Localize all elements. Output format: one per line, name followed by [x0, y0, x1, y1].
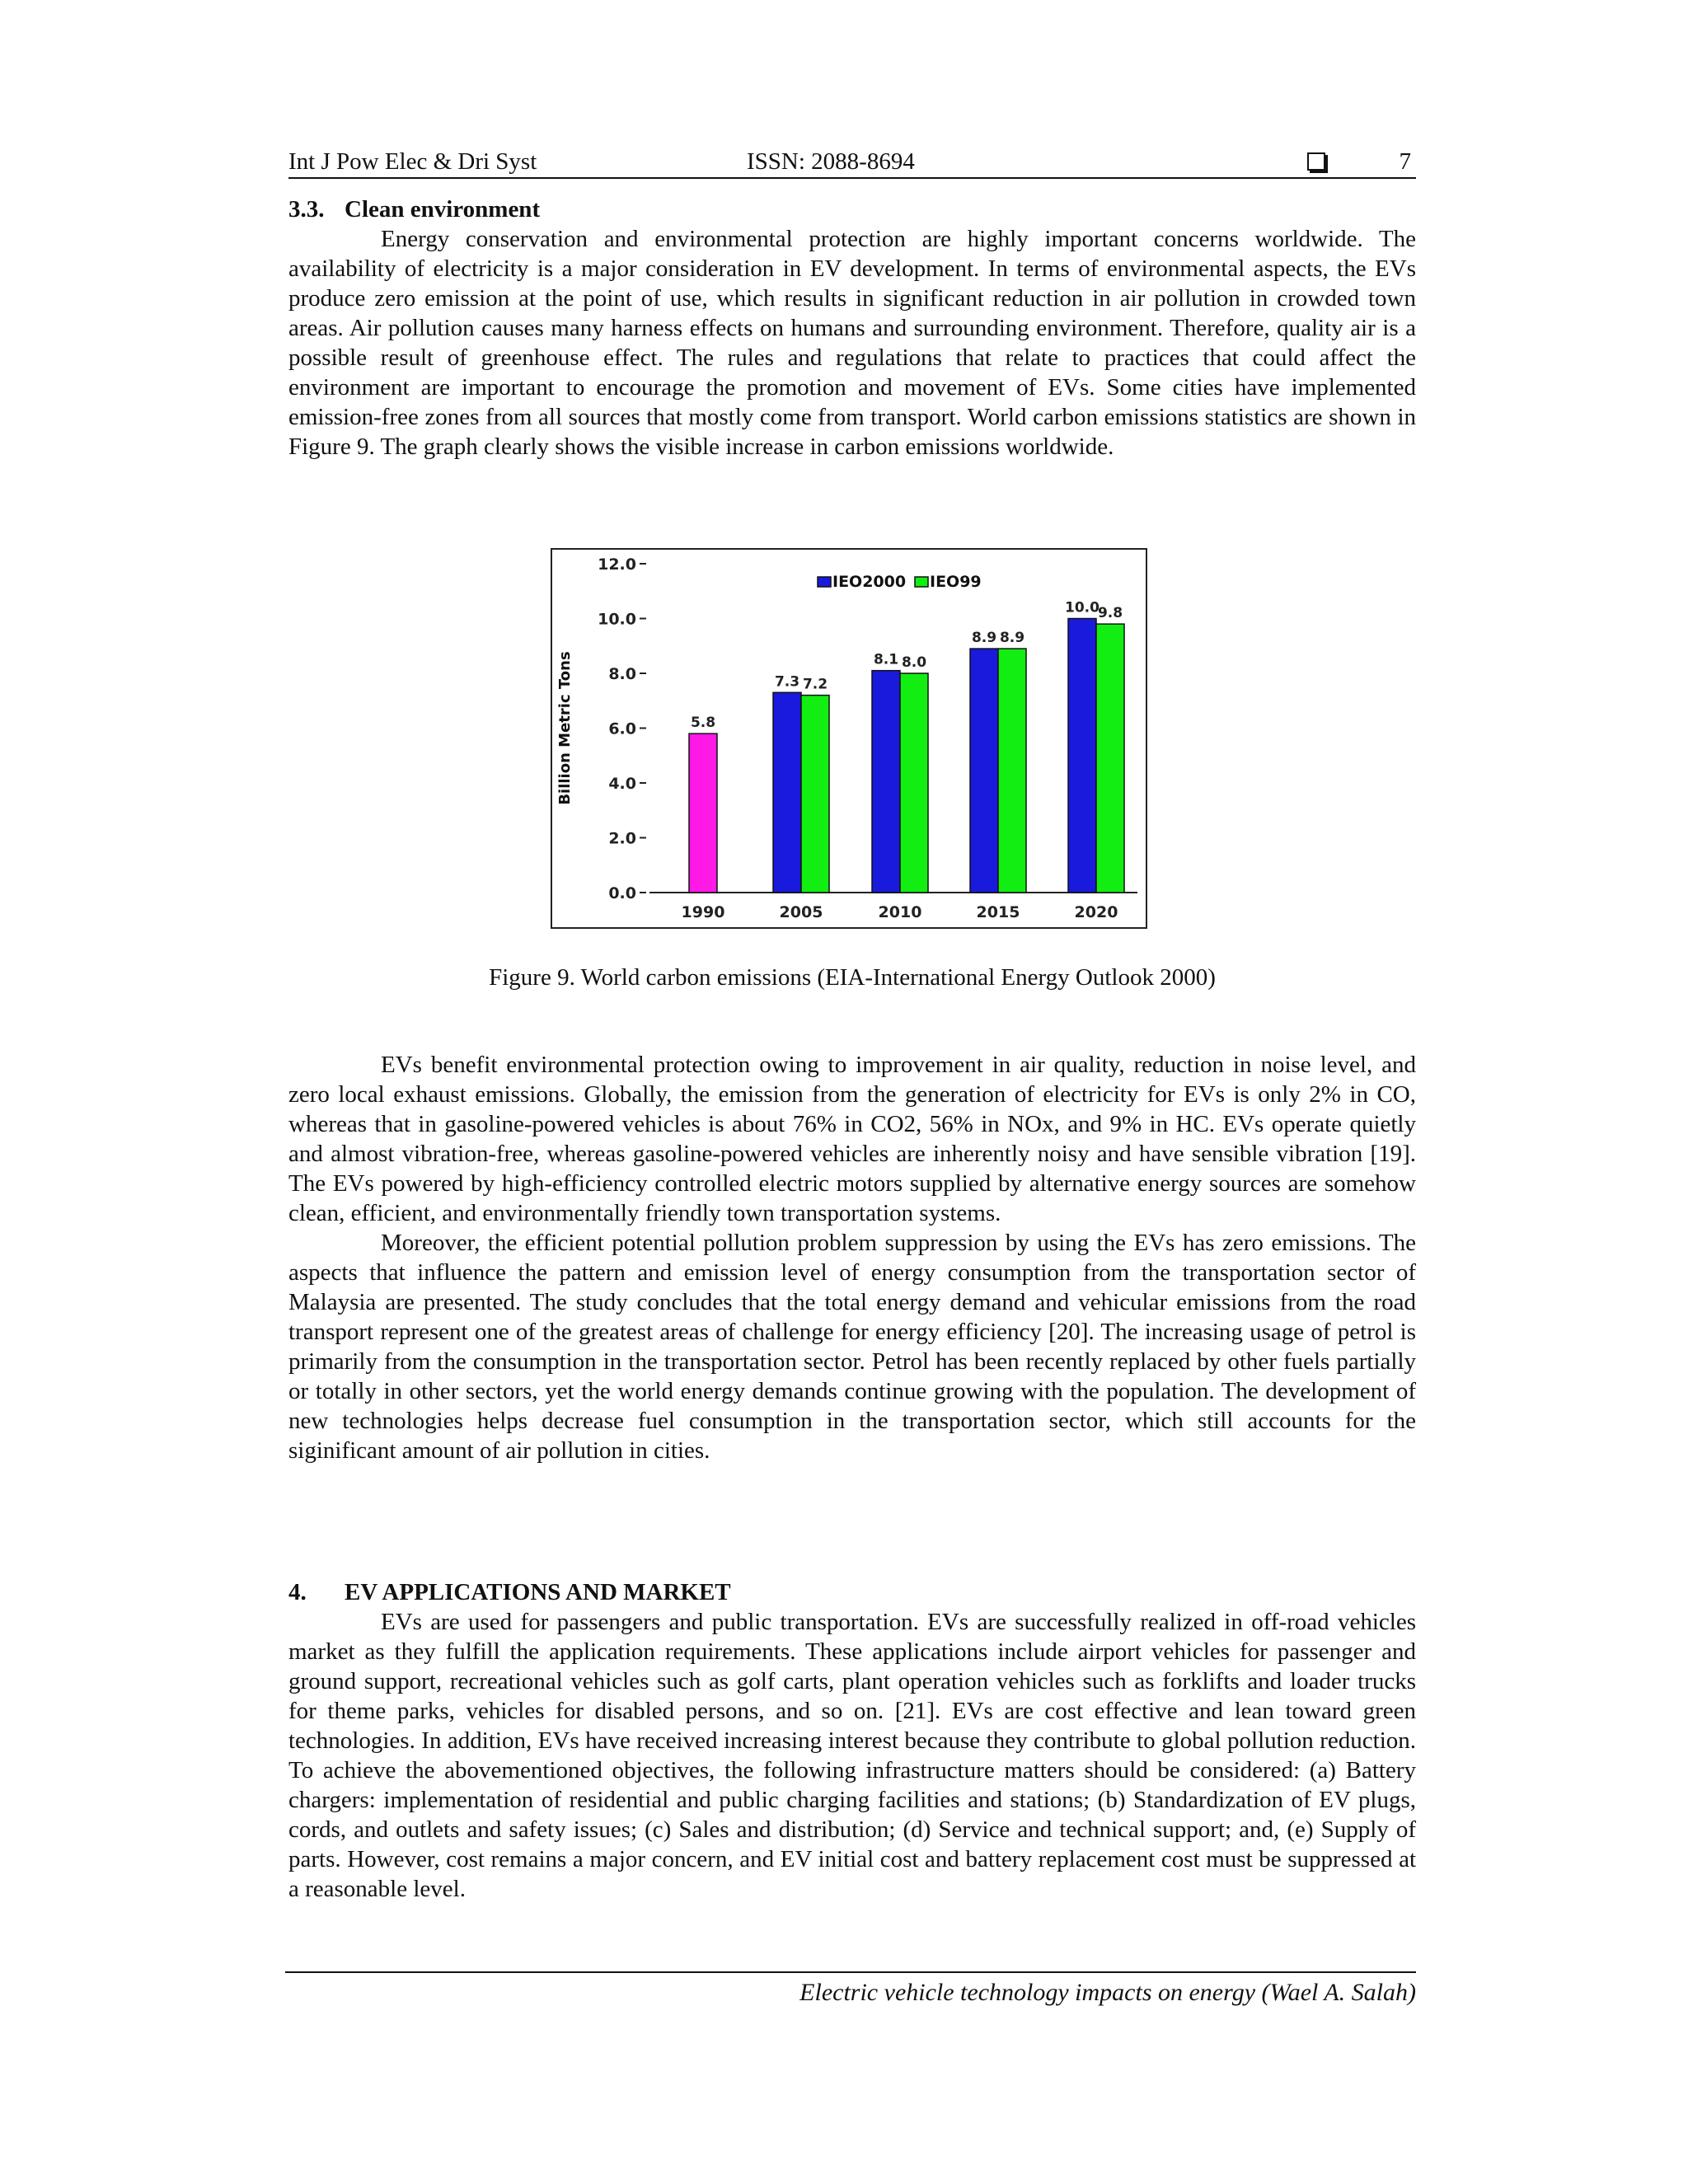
section-heading-4 [288, 1577, 1416, 1607]
bar-ieo99 [1096, 624, 1124, 893]
page-number: 7 [1399, 148, 1411, 175]
section-number: 3.3. [288, 196, 325, 223]
data-label: 8.9 [999, 630, 1025, 647]
section-4-body [288, 1607, 1416, 1904]
y-tick-label: 12.0 [598, 555, 636, 574]
legend-swatch [915, 577, 928, 587]
y-tick-label: 8.0 [608, 665, 636, 683]
data-label: 8.0 [901, 654, 927, 671]
x-tick-label: 2005 [779, 903, 823, 921]
data-label: 8.1 [873, 651, 899, 668]
figure-9-chart [551, 548, 1147, 929]
x-tick-label: 1990 [681, 903, 725, 921]
y-tick-label: 6.0 [608, 719, 636, 738]
section-3-3-body [288, 224, 1416, 462]
bar-ieo2000 [872, 671, 900, 893]
x-tick-label: 2010 [878, 903, 922, 921]
bar-ieo2000 [1068, 619, 1096, 893]
paragraph: EVs benefit environmental protection owing to improvement in air quality, reduction in noise level, and zero local exhaust emissions. Globally, the emission from the generation of electricity for EVs is only 2% in CO, whereas that in gasoline-powered vehicles is about 76% in CO2, 56% in NOx, and 9% in HC. EVs operate quietly and almost vibration-free, whereas gasoline-powered vehicles are inherently noisy and have sensible vibration [19]. The EVs powered by high-efficiency controlled electric motors supplied by alternative energy sources are somehow clean, efficient, and environmentally friendly town transportation systems. [288, 1052, 1416, 1226]
running-footer: Electric vehicle technology impacts on energy (Wael A. Salah) [799, 1979, 1416, 2006]
x-tick-label: 2020 [1074, 903, 1118, 921]
bar-ieo2000 [970, 649, 998, 893]
data-label: 8.9 [971, 630, 997, 647]
post-figure-body [288, 1050, 1416, 1465]
paragraph: EVs are used for passengers and public transportation. EVs are successfully realized in off-road vehicles market as they fulfill the application requirements. These applications include airport vehicles for passenger and ground support, recreational vehicles such as golf carts, plant operation vehicles such as forklifts and loader trucks for theme parks, vehicles for disabled persons, and so on. [21]. EVs are cost effective and lean toward green technologies. In addition, EVs have received increasing interest because they contribute to global pollution reduction. To achieve the abovementioned objectives, the following infrastructure matters should be considered: (a) Battery chargers: implementation of residential and public charging facilities and stations; (b) Standardization of EV plugs, cords, and outlets and safety issues; (c) Sales and distribution; (d) Service and technical support; and, (e) Supply of parts. However, cost remains a major concern, and EV initial cost and battery replacement cost must be suppressed at a reasonable level. [288, 1609, 1416, 1902]
header-rule [288, 177, 1416, 179]
y-tick-label: 2.0 [608, 829, 636, 848]
y-tick-label: 0.0 [608, 884, 636, 902]
data-label: 7.2 [802, 676, 828, 693]
bar-ieo2000 [773, 692, 801, 893]
bar-chart [552, 550, 1146, 927]
bar-ieo99 [801, 696, 829, 893]
y-axis-label: Billion Metric Tons [556, 651, 574, 805]
running-header [288, 145, 1416, 178]
legend-label: IEO99 [930, 573, 982, 591]
data-label: 7.3 [774, 673, 800, 691]
data-label: 10.0 [1065, 599, 1100, 616]
section-title: EV APPLICATIONS AND MARKET [345, 1579, 731, 1605]
bar-ieo99 [900, 673, 928, 893]
checkbox-square-icon [1307, 152, 1325, 171]
legend-swatch [818, 577, 831, 587]
bar-historical [689, 733, 717, 893]
figure-caption: Figure 9. World carbon emissions (EIA-International Energy Outlook 2000) [489, 964, 1216, 991]
y-tick-label: 4.0 [608, 775, 636, 793]
paragraph: Moreover, the efficient potential pollution problem suppression by using the EVs has zero emissions. The aspects that influence the pattern and emission level of energy consumption from the transportation sector of Malaysia are presented. The study concludes that the total energy demand and vehicular emissions from the road transport represent one of the greatest areas of challenge for energy efficiency [20]. The increasing usage of petrol is primarily from the consumption in the transportation sector. Petrol has been recently replaced by other fuels partially or totally in other sectors, yet the world energy demands continue growing with the population. The development of new technologies helps decrease fuel consumption in the transportation sector, which still accounts for the siginificant amount of air pollution in cities. [288, 1230, 1416, 1464]
paragraph: Energy conservation and environmental protection are highly important concerns worldwide. The availability of electricity is a major consideration in EV development. In terms of environmental aspects, the EVs produce zero emission at the point of use, which results in significant reduction in air pollution in crowded town areas. Air pollution causes many harness effects on humans and surrounding environment. Therefore, quality air is a possible result of greenhouse effect. The rules and regulations that relate to practices that could affect the environment are important to encourage the promotion and movement of EVs. Some cities have implemented emission-free zones from all sources that mostly come from transport. World carbon emissions statistics are shown in Figure 9. The graph clearly shows the visible increase in carbon emissions worldwide. [288, 226, 1416, 460]
section-title: Clean environment [345, 196, 541, 223]
y-tick-label: 10.0 [598, 610, 636, 629]
footer-rule [285, 1971, 1416, 1973]
data-label: 5.8 [690, 715, 716, 732]
x-tick-label: 2015 [976, 903, 1020, 921]
bar-ieo99 [998, 649, 1026, 893]
issn: ISSN: 2088-8694 [747, 148, 915, 175]
journal-name: Int J Pow Elec & Dri Syst [288, 148, 537, 175]
legend-label: IEO2000 [832, 573, 907, 591]
section-number: 4. [288, 1579, 307, 1605]
section-heading-3-3 [288, 194, 1416, 224]
data-label: 9.8 [1097, 605, 1123, 622]
